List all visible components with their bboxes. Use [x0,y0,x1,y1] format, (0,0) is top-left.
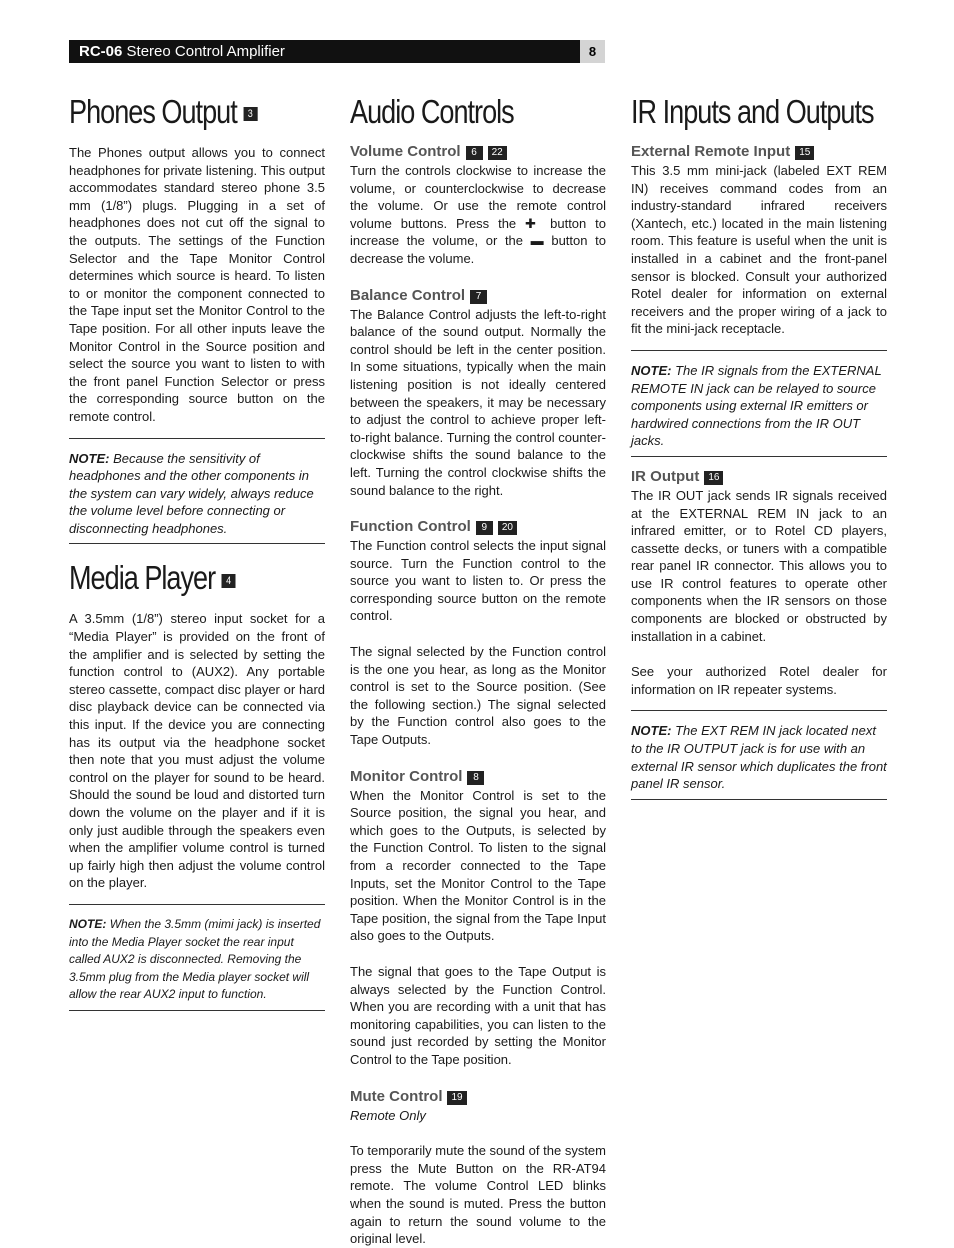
external-remote-input-body: This 3.5 mm mini-jack (labeled EXT REM IN) receives command codes from an industry-standard infrared receivers (Xantech, etc.) located in the main listening room. This feature is useful when the unit is installed in a cabinet and the front-panel sensor is blocked. Consult your authorized Rotel dealer for information on external receivers and the proper wiring of a jack to fit the mini-jack receptacle. [631,163,887,337]
monitor-control-body-2: The signal that goes to the Tape Output is always selected by the Function Control. When you are recording with a unit that has monitoring capabilities, you can listen to the sound just recorded by setting the Monitor Control to the Tape position. [350,963,606,1067]
page-number: 8 [580,40,605,63]
volume-control-heading: Volume Control 6 22 [350,142,606,162]
callout-badge: 22 [488,146,507,160]
callout-badge: 4 [222,574,236,588]
callout-badge: 7 [470,290,487,304]
callout-badge: 15 [795,146,814,160]
callout-badge: 8 [467,771,484,785]
audio-controls-heading: Audio Controls [350,93,514,130]
balance-control-heading: Balance Control 7 [350,286,606,306]
media-note: NOTE: When the 3.5mm (mimi jack) is inserted into the Media Player socket the rear input called AUX2 is disconnected. Removing the 3.5mm plug from the Media player socket will allow the rear AUX2 input to function. [69,904,325,1011]
callout-badge: 9 [476,521,493,535]
media-player-body: A 3.5mm (1/8”) stereo input socket for a “Media Player” is provided on the front of the amplifier and is selected by setting the function control to (AUX2). Any portable stereo cassette, compact disc player or hard disc playback device can be connected via this input. If the device you are connecting has its output via the headphone socket then note that you must adjust the volume control on the player for sound to be heard. Should the sound be loud and distorted turn down the volume on the player and if it is only just audible through the speakers even when the amplifier volume control is turned up fairly high then adjust the volume control on the player. [69,611,325,891]
column-left [69,92,325,1011]
ir-inputs-outputs-heading: IR Inputs and Outputs [631,93,874,130]
header-subtitle: Stereo Control Amplifier [126,43,285,60]
header-title-bar [69,40,580,63]
function-control-body-1: The Function control selects the input signal source. Turn the Function control to the source you want to listen to. Or press the corresponding source button on the remote control. [350,538,606,624]
ir-output-body-1: The IR OUT jack sends IR signals received at the EXTERNAL REM IN jack to an infrared emitter, or to Rotel CD players, cassette decks, or tuners with a compatible rear panel IR connector. This allows you to use IR control features to operate other components when the IR sensors on those components are blocked or obstructed by installation in a cabinet. [631,487,887,644]
callout-badge: 3 [243,107,257,121]
page-header [69,40,605,63]
balance-control-body: The Balance Control adjusts the left-to-right balance of the sound output. Normally the control should be left in the center position. In some situations, typically when the main listening position is not ideally centered between the speakers, it may be necessary to adjust the control to achieve proper left-to-right balance. Turning the control counter-clockwise shifts the sound balance to the left. Turning the control clockwise shifts the sound balance to the right. [350,306,606,498]
column-middle [350,92,606,1248]
mute-control-body: To temporarily mute the sound of the system press the Mute Button on the RR-AT94 remote. The volume Control LED blinks when the sound is muted. Press the button again to return the sound volume to the original level. [350,1143,606,1247]
ir-output-heading: IR Output 16 [631,467,887,487]
model-name: RC-06 [79,43,123,60]
phones-output-heading: Phones Output 3 [69,92,279,132]
mute-control-subtitle: Remote Only [350,1107,426,1123]
callout-badge: 16 [704,471,723,485]
function-control-heading: Function Control 9 20 [350,517,606,537]
phones-note: NOTE: Because the sensitivity of headphones and the other components in the system can vary widely, always reduce the volume level before connecting or disconnecting headphones. [69,438,325,545]
mute-control-heading: Mute Control 19 [350,1087,606,1107]
function-control-body-2: The signal selected by the Function control is the one you hear, as long as the Monitor control is set to the Source position. (See the following section.) The signal selected by the Function control also goes to the Tape Outputs. [350,644,606,748]
phones-output-body: The Phones output allows you to connect headphones for private listening. This output accommodates standard stereo phone 3.5 mm (1/8”) plugs. Plugging in a set of headphones does not cut off the signal to the outputs. The settings of the Function Selector and the Tape Monitor Control determines which source is heard. To listen to or monitor the component connected to the Tape input set the Monitor Control to the Tape position. For all other inputs leave the Monitor Control in the Source position and select the source you want to listen to with the front panel Function Selector or press the corresponding source button on the remote control. [69,145,325,424]
monitor-control-body-1: When the Monitor Control is set to the Source position, the signal you hear, and which goes to the Outputs, is selected by the Function Control. To listen to the signal from a recorder connected to the Tape Inputs, set the Monitor Control to the Tape position. When the Monitor Control is in the Tape position, the signal from the Tape Input also goes to the Outputs. [350,787,606,944]
ir-output-body-2: See your authorized Rotel dealer for information on IR repeater systems. [631,664,887,697]
ext-remote-note: NOTE: The IR signals from the EXTERNAL REMOTE IN jack can be relayed to source components using external IR emitters or hardwired connections from the IR OUT jacks. [631,350,887,457]
callout-badge: 20 [498,521,517,535]
callout-badge: 19 [447,1091,466,1105]
volume-control-body: Turn the controls clockwise to increase the volume, or counterclockwise to decrease the volume. Or use the remote control volume buttons. Press the ✚ button to increase the volume, or the ▬ button to decrease the volume. [350,163,606,266]
media-player-heading: Media Player 4 [69,558,279,598]
ir-output-note: NOTE: The EXT REM IN jack located next to the IR OUTPUT jack is for use with an external IR sensor which duplicates the front panel IR sensor. [631,710,887,799]
callout-badge: 6 [466,146,483,160]
external-remote-input-heading: External Remote Input 15 [631,142,887,162]
monitor-control-heading: Monitor Control 8 [350,767,606,787]
column-right [631,92,887,800]
